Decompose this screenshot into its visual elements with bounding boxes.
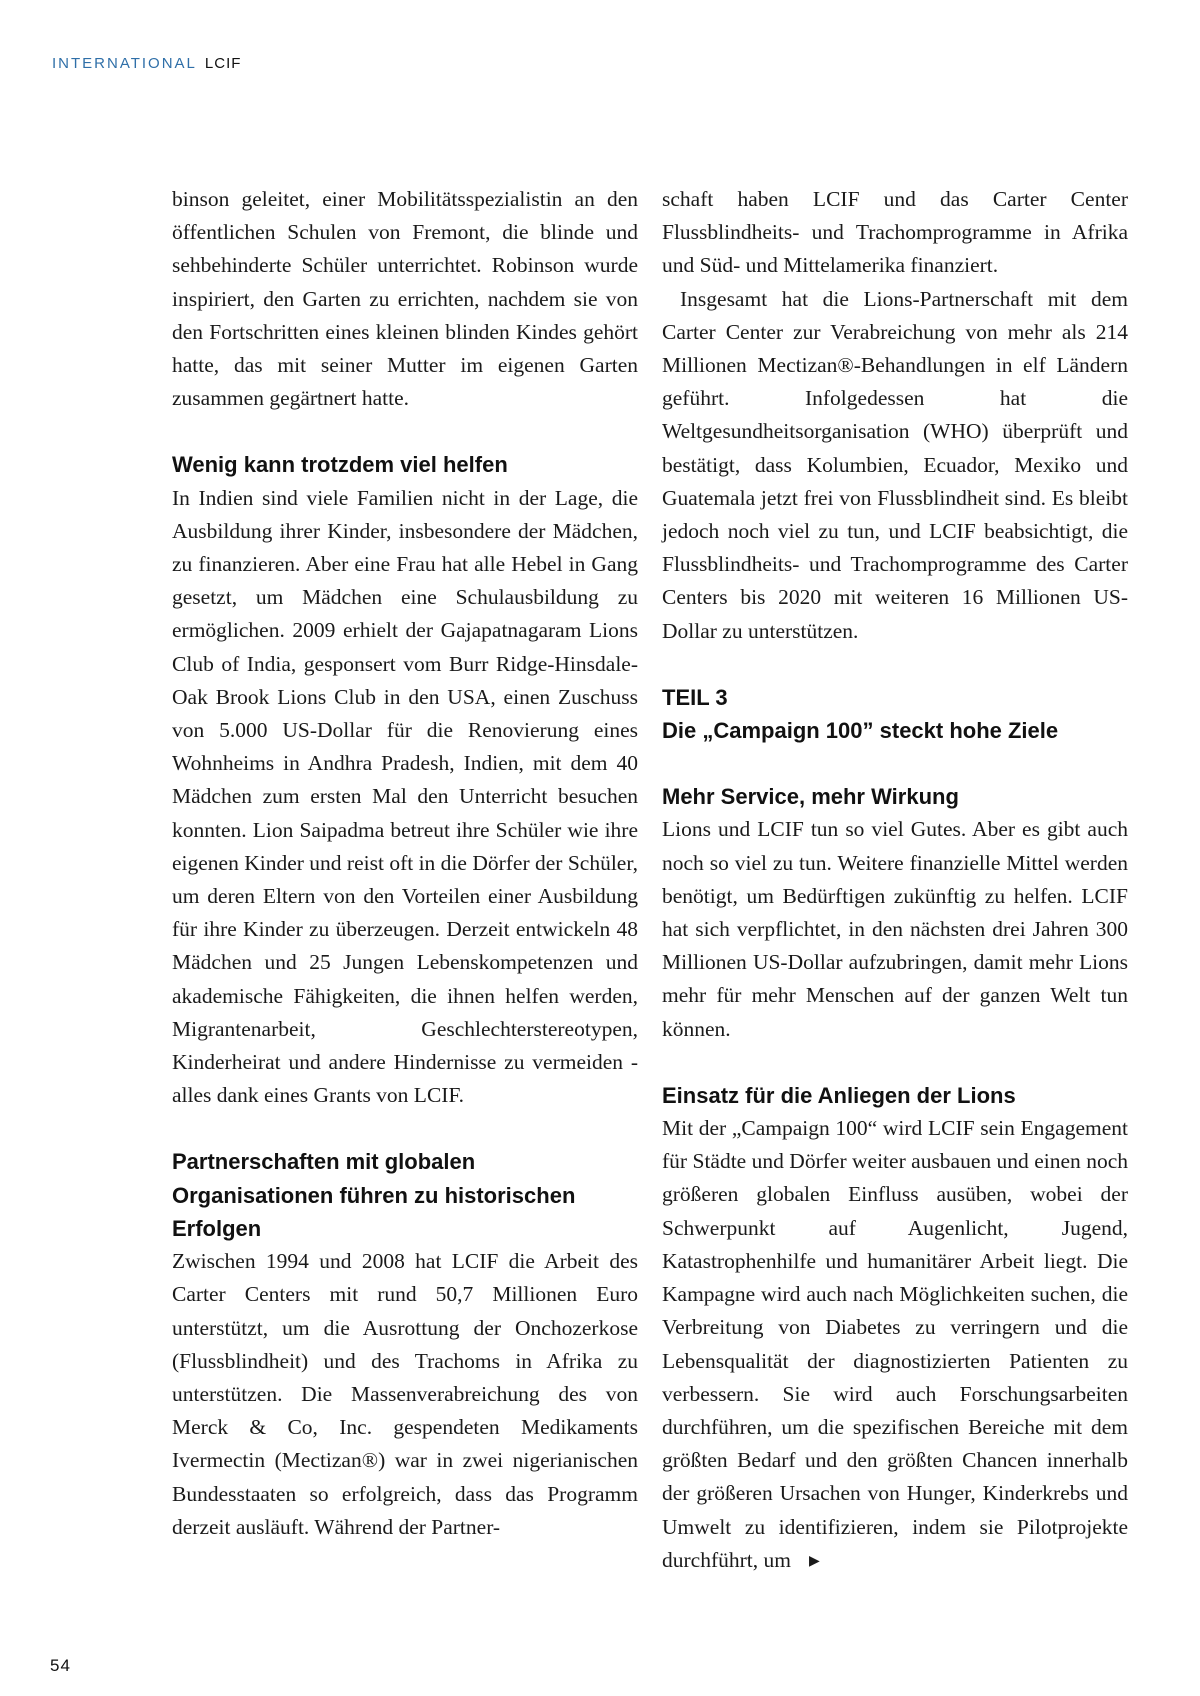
left-paragraph-2: In Indien sind viele Familien nicht in der Lage, die Ausbildung ihrer Kinder, insbesondere der Mädchen, zu finanzieren. Aber eine Frau hat alle Hebel in Gang gesetzt, um Mädchen eine Schulausbildung zu ermöglichen. 2009 erhielt der Gajapatnagaram Lions Club of India, gesponsert vom Burr Ridge-Hinsdale-Oak Brook Lions Club in den USA, einen Zuschuss von 5.000 US-Dollar für die Renovierung eines Wohnheims in Andhra Pradesh, Indien, mit dem 40 Mädchen zum ersten Mal den Unterricht besuchen konnten. Lion Saipadma betreut ihre Schüler wie ihre eigenen Kinder und reist oft in die Dörfer der Schüler, um deren Eltern von den Vorteilen einer Ausbildung für ihre Kinder zu überzeugen. Derzeit entwickeln 48 Mädchen und 25 Jungen Lebenskompetenzen und akademische Fähigkeiten, die ihnen helfen werden, Migrantenarbeit, Geschlechterstereotypen, Kinderheirat und andere Hindernisse zu vermeiden - alles dank eines Grants von LCIF.: [172, 485, 639, 1108]
heading-partnerschaften: Partnerschaften mit globalen Organisationen führen zu historischen Erfolgen: [172, 1149, 576, 1241]
left-column: [172, 183, 638, 1544]
part-title: Die „Campaign 100” steckt hohe Ziele: [662, 718, 1059, 744]
right-paragraph-4: [662, 1112, 1128, 1578]
header-section: INTERNATIONAL: [52, 55, 197, 72]
header-topic: LCIF: [204, 55, 242, 72]
right-column: [662, 183, 1128, 1578]
left-paragraph-1: binson geleitet, einer Mobilitätsspezialistin an den öffentlichen Schulen von Fremont, die blinde und sehbehinderte Schüler unterrichtet. Robinson wurde inspiriert, den Garten zu errichten, nachdem sie von den Fortschritten eines kleinen blinden Kindes gehört hatte, das mit seiner Mutter im eigenen Garten zusammen gegärtnert hatte.: [172, 187, 638, 411]
running-header: [52, 55, 241, 72]
heading-wenig-kann: Wenig kann trotzdem viel helfen: [172, 452, 508, 478]
spacer: [662, 648, 1128, 681]
part-label: TEIL 3: [662, 684, 728, 710]
heading-mehr-service: Mehr Service, mehr Wirkung: [662, 784, 959, 810]
left-paragraph-3: Zwischen 1994 und 2008 hat LCIF die Arbeit des Carter Centers mit rund 50,7 Millionen Euro unterstützt, um die Ausrottung der Onchozerkose (Flussblindheit) und des Trachoms in Afrika zu unterstützen. Die Massenverabreichung des von Merck & Co, Inc. gespendeten Medikaments Ivermectin (Mectizan®) war in zwei nigerianischen Bundesstaaten so erfolgreich, dass das Programm derzeit ausläuft. Während der Partner-: [172, 1249, 638, 1539]
right-paragraph-4-text: Mit der „Campaign 100“ wird LCIF sein Engagement für Städte und Dörfer weiter ausbauen und einen noch größeren globalen Einfluss ausüben, wobei der Schwerpunkt auf Augenlicht, Jugend, Katastrophenhilfe und humanitärer Arbeit liegt. Die Kampagne wird auch nach Möglichkeiten suchen, die Verbreitung von Diabetes zu verringern und die Lebensqualität der diagnostizierten Patienten zu verbessern. Sie wird auch Forschungsarbeiten durchführen, um die spezifischen Bereiche mit dem größten Bedarf und den größten Chancen innerhalb der größeren Ursachen von Hunger, Kinderkrebs und Umwelt zu identifizieren, indem sie Pilotprojekte durchführt, um: [662, 1116, 1128, 1572]
right-paragraph-2: Insgesamt hat die Lions-Partnerschaft mit dem Carter Center zur Verabreichung von mehr als 214 Millionen Mectizan®-Behandlungen in elf Ländern geführt. Infolgedessen hat die Weltgesundheitsorganisation (WHO) überprüft und bestätigt, dass Kolumbien, Ecuador, Mexiko und Guatemala jetzt frei von Flussblindheit sind. Es bleibt jedoch noch viel zu tun, und LCIF beabsichtigt, die Flussblindheits- und Trachomprogramme des Carter Centers bis 2020 mit weiteren 16 Millionen US-Dollar zu unterstützen.: [662, 286, 1128, 643]
right-paragraph-1: schaft haben LCIF und das Carter Center Flussblindheits- und Trachomprogramme in Afrika und Süd- und Mittelamerika finanziert.: [662, 187, 1128, 278]
spacer: [172, 415, 638, 448]
page-number: 54: [50, 1656, 71, 1675]
spacer: [662, 1046, 1128, 1079]
right-paragraph-3: Lions und LCIF tun so viel Gutes. Aber es gibt auch noch so viel zu tun. Weitere finanzielle Mittel werden benötigt, um Bedürftigen zukünftig zu helfen. LCIF hat sich verpflichtet, in den nächsten drei Jahren 300 Millionen US-Dollar aufzubringen, damit mehr Lions mehr für mehr Menschen auf der ganzen Welt tun können.: [662, 817, 1128, 1041]
heading-einsatz: Einsatz für die Anliegen der Lions: [662, 1082, 1016, 1108]
spacer: [662, 747, 1128, 780]
spacer: [172, 1112, 638, 1145]
continue-arrow-icon: ▶: [808, 1554, 820, 1570]
